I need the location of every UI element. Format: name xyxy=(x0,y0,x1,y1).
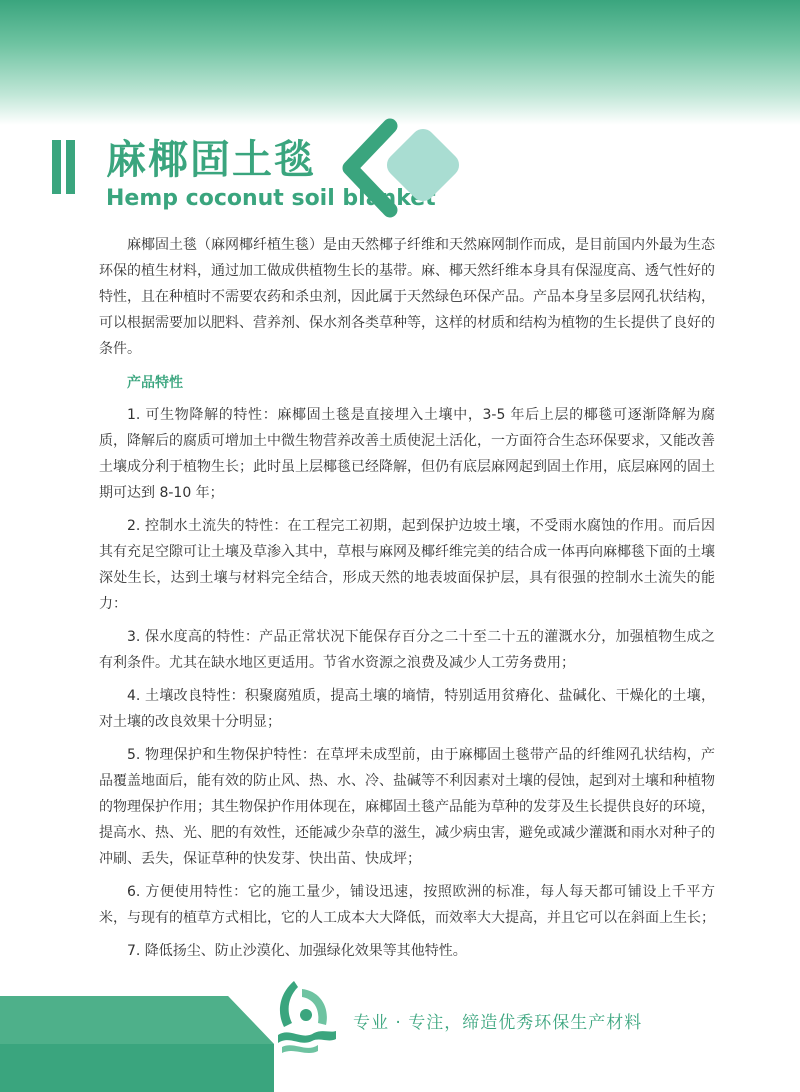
main-content xyxy=(99,232,715,971)
company-logo-icon xyxy=(272,975,342,1055)
feature-paragraph: 1. 可生物降解的特性：麻椰固土毯是直接埋入土壤中，3-5 年后上层的椰毯可逐渐降解为腐质，降解后的腐质可增加土中微生物营养改善土质使泥土活化，一方面符合生态环保要求，又能改善土壤成分利于植物生长；此时虽上层椰毯已经降解，但仍有底层麻网起到固土作用，底层麻网的固土期可达到 8-10 年； xyxy=(99,407,715,501)
header-gradient-band xyxy=(0,0,800,125)
feature-paragraph: 6. 方便使用特性：它的施工量少，铺设迅速，按照欧洲的标准，每人每天都可铺设上千平方米，与现有的植草方式相比，它的人工成本大大降低，而效率大大提高，并且它可以在斜面上生长； xyxy=(99,884,715,926)
feature-paragraph: 3. 保水度高的特性：产品正常状况下能保存百分之二十至二十五的灌溉水分，加强植物生成之有利条件。尤其在缺水地区更适用。节省水资源之浪费及减少人工劳务费用； xyxy=(99,629,715,671)
footer-band xyxy=(0,980,800,1092)
diamond-decoration-icon xyxy=(332,118,472,228)
feature-paragraph: 5. 物理保护和生物保护特性：在草坪未成型前，由于麻椰固土毯带产品的纤维网孔状结构，产品覆盖地面后，能有效的防止风、热、水、冷、盐碱等不利因素对土壤的侵蚀，起到对土壤和种植物的物理保护作用；其生物保护作用体现在，麻椰固土毯产品能为草种的发芽及生长提供良好的环境，提高水、热、光、肥的有效性，还能减少杂草的滋生，减少病虫害，避免或减少灌溉和雨水对种子的冲刷、丢失，保证草种的快发芽、快出苗、快成坪； xyxy=(99,747,715,867)
page-title: 麻椰固土毯 xyxy=(106,137,316,183)
section-title: 产品特性 xyxy=(127,375,183,391)
feature-paragraph: 4. 土壤改良特性：积聚腐殖质，提高土壤的墒情，特别适用贫瘠化、盐碱化、干燥化的土壤，对土壤的改良效果十分明显； xyxy=(99,688,715,730)
header-accent-bar xyxy=(66,140,75,194)
feature-paragraph: 7. 降低扬尘、防止沙漠化、加强绿化效果等其他特性。 xyxy=(127,943,467,959)
feature-paragraph: 2. 控制水土流失的特性：在工程完工初期，起到保护边坡土壤，不受雨水腐蚀的作用。而后因其有充足空隙可让土壤及草渗入其中，草根与麻网及椰纤维完美的结合成一体再向麻椰毯下面的土壤深处生长，达到土壤与材料完全结合，形成天然的地表坡面保护层，具有很强的控制水土流失的能力： xyxy=(99,518,715,612)
page-subtitle-english: Hemp coconut soil blanket xyxy=(106,186,436,211)
intro-paragraph: 麻椰固土毯（麻网椰纤植生毯）是由天然椰子纤维和天然麻网制作而成，是目前国内外最为生态环保的植生材料，通过加工做成供植物生长的基带。麻、椰天然纤维本身具有保湿度高、透气性好的特性，且在种植时不需要农药和杀虫剂，因此属于天然绿色环保产品。产品本身呈多层网孔状结构，可以根据需要加以肥料、营养剂、保水剂各类草种等，这样的材质和结构为植物的生长提供了良好的条件。 xyxy=(99,237,715,357)
header-accent-bar xyxy=(52,140,61,194)
footer-slogan: 专业 · 专注，缔造优秀环保生产材料 xyxy=(353,1013,643,1033)
